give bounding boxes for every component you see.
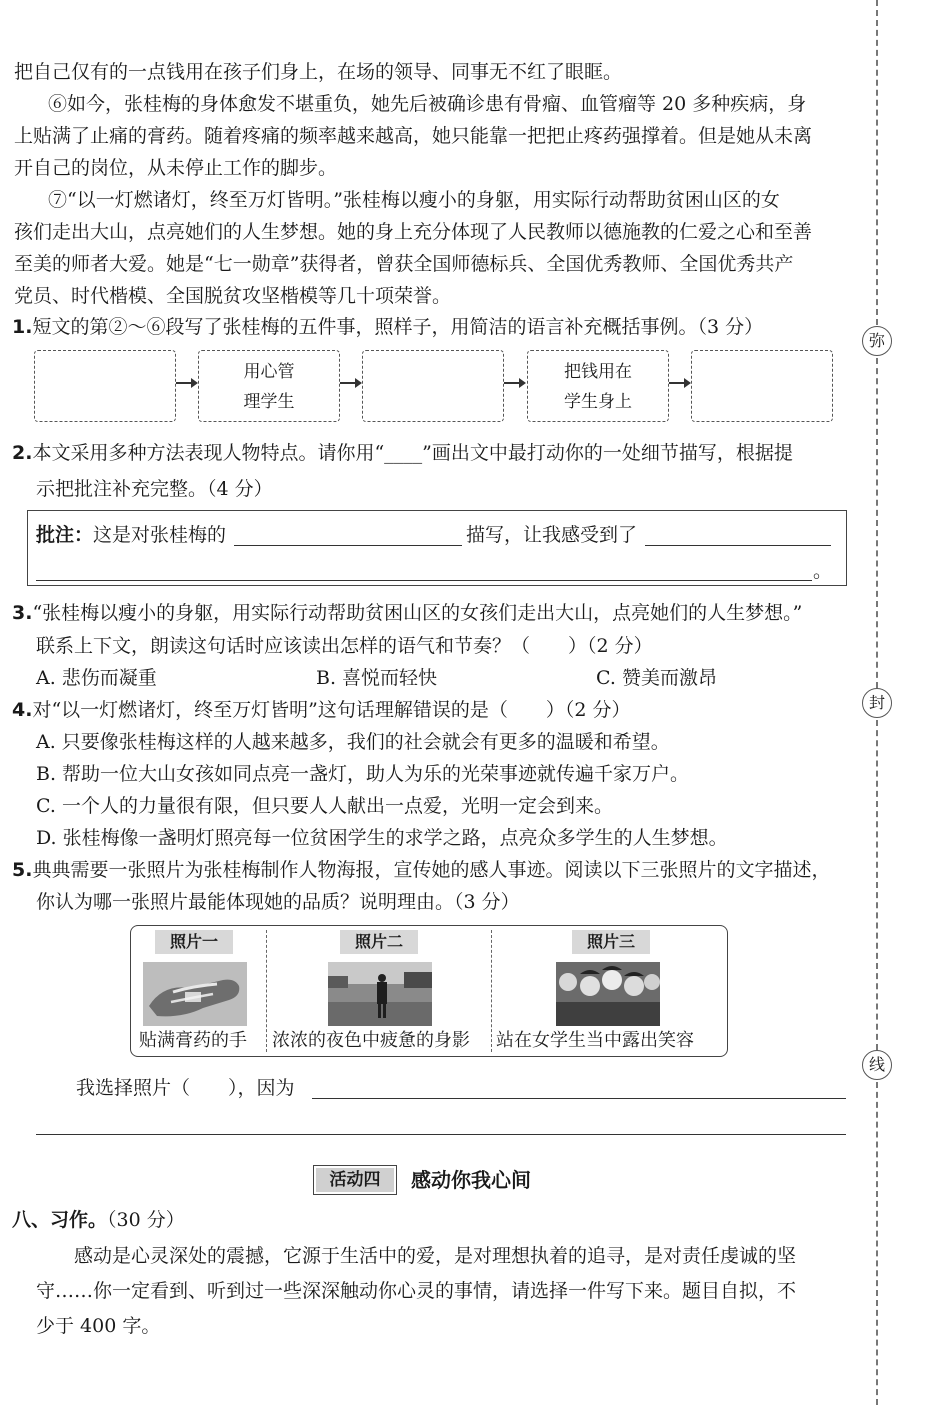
q5-photo-1-caption: 贴满膏药的手 — [139, 1030, 247, 1051]
q5-photo-3-group-image[interactable] — [556, 962, 660, 1026]
q1-box-2-line1: 用心管 — [243, 362, 295, 382]
essay-prompt-line1: 感动是心灵深处的震撼，它源于生活中的爱，是对理想执着的追寻，是对责任虔诚的坚 — [74, 1245, 797, 1267]
seal-mi: 弥 — [862, 326, 892, 356]
q2-prompt-line1 — [12, 440, 793, 466]
activity-title: 感动你我心间 — [411, 1168, 531, 1192]
passage-p6-line1: ⑥如今，张桂梅的身体愈发不堪重负，她先后被确诊患有骨瘤、血管瘤等 20 多种疾病，身 — [48, 93, 807, 115]
q1-prompt — [12, 314, 763, 340]
q2-annotation-text-a: 这是对张桂梅的 — [93, 524, 227, 546]
q5-photo-separator-1 — [266, 930, 267, 1052]
q4-number: 4. — [12, 699, 33, 721]
q3-option-b[interactable]: B. 喜悦而轻快 — [316, 667, 438, 689]
q1-arrow-4 — [669, 382, 689, 384]
q1-box-4-line2: 学生身上 — [564, 392, 632, 412]
binding-line-mid2 — [876, 720, 878, 1050]
q3-text-1: “张桂梅以瘦小的身躯，用实际行动帮助贫困山区的女孩们走出大山，点亮她们的人生梦想。” — [32, 602, 803, 624]
q2-blank-feeling-1[interactable] — [645, 545, 831, 546]
q1-box-2 — [198, 350, 340, 422]
q5-photo-2-tag: 照片二 — [340, 930, 418, 954]
essay-prompt-line3: 少于 400 字。 — [36, 1315, 161, 1337]
q1-box-2-line2: 理学生 — [243, 392, 295, 412]
q2-number: 2. — [12, 442, 33, 464]
q5-answer-line-2[interactable] — [36, 1134, 846, 1135]
q1-box-5[interactable] — [691, 350, 833, 422]
q4-prompt — [12, 697, 631, 723]
binding-line-bottom — [876, 1082, 878, 1405]
q4-text: 对“以一灯燃诸灯，终至万灯皆明”这句话理解错误的是（ ）（2 分） — [32, 699, 631, 721]
q3-prompt-line2: 联系上下文，朗读这句话时应该读出怎样的语气和节奏？（ ）（2 分） — [36, 635, 653, 657]
passage-p6-line2: 上贴满了止痛的膏药。随着疼痛的频率越来越高，她只能靠一把把止疼药强撑着。但是她从未离 — [14, 125, 813, 147]
q5-answer-line-1[interactable] — [312, 1098, 846, 1099]
passage-p5-tail: 把自己仅有的一点钱用在孩子们身上，在场的领导、同事无不红了眼眶。 — [14, 61, 623, 83]
essay-score: （30 分） — [107, 1209, 185, 1231]
q5-photo-3-tag: 照片三 — [572, 930, 650, 954]
q1-box-4 — [527, 350, 669, 422]
q5-photo-2-figure-image[interactable] — [328, 962, 432, 1026]
q1-arrow-3 — [504, 382, 524, 384]
q2-blank-feeling-2[interactable] — [36, 580, 812, 581]
activity-tag: 活动四 — [316, 1168, 394, 1192]
q2-blank-method[interactable] — [234, 545, 462, 546]
q4-option-b[interactable]: B. 帮助一位大山女孩如同点亮一盏灯，助人为乐的光荣事迹就传遍千家万户。 — [36, 763, 690, 785]
q2-text-1: 本文采用多种方法表现人物特点。请你用“____”画出文中最打动你的一处细节描写，根据提 — [32, 442, 793, 464]
q1-number: 1. — [12, 316, 33, 338]
binding-line-top — [876, 0, 878, 325]
q4-option-d[interactable]: D. 张桂梅像一盏明灯照亮每一位贫困学生的求学之路，点亮众多学生的人生梦想。 — [36, 827, 728, 849]
q4-option-a[interactable]: A. 只要像张桂梅这样的人越来越多，我们的社会就会有更多的温暖和希望。 — [36, 731, 670, 753]
q5-prompt-line2: 你认为哪一张照片最能体现她的品质？说明理由。（3 分） — [36, 891, 520, 913]
q5-photo-separator-2 — [491, 930, 492, 1052]
q1-arrow-2 — [340, 382, 360, 384]
q3-option-c[interactable]: C. 赞美而激昂 — [596, 667, 717, 689]
q5-photo-2-caption: 浓浓的夜色中疲惫的身影 — [272, 1030, 470, 1051]
passage-p7-line1: ⑦“以一灯燃诸灯，终至万灯皆明。”张桂梅以瘦小的身躯，用实际行动帮助贫困山区的女 — [48, 189, 780, 211]
passage-p7-line4: 党员、时代楷模、全国脱贫攻坚楷模等几十项荣誉。 — [14, 285, 452, 307]
q2-prompt-line2: 示把批注补充完整。（4 分） — [36, 478, 273, 500]
q1-arrow-1 — [176, 382, 196, 384]
q2-annotation-label: 批注： — [36, 524, 94, 546]
q5-answer-label: 我选择照片（ ），因为 — [76, 1077, 295, 1099]
seal-feng: 封 — [862, 688, 892, 718]
essay-heading-line — [12, 1207, 185, 1233]
q5-photo-1-hand-image[interactable] — [143, 962, 247, 1026]
passage-p7-line3: 至美的师者大爱。她是“七一勋章”获得者，曾获全国师德标兵、全国优秀教师、全国优秀共产 — [14, 253, 794, 275]
essay-prompt-line2: 守……你一定看到、听到过一些深深触动你心灵的事情，请选择一件写下来。题目自拟，不 — [36, 1280, 797, 1302]
q2-annotation-end: 。 — [813, 560, 833, 582]
q1-box-4-line1: 把钱用在 — [564, 362, 632, 382]
q2-annotation-text-b: 描写，让我感受到了 — [466, 524, 638, 546]
q5-photo-1-tag: 照片一 — [155, 930, 233, 954]
q5-photo-3-caption: 站在女学生当中露出笑容 — [496, 1030, 694, 1051]
q3-number: 3. — [12, 602, 33, 624]
q1-text: 短文的第②～⑥段写了张桂梅的五件事，照样子，用简洁的语言补充概括事例。（3 分） — [32, 316, 764, 338]
binding-line-mid1 — [876, 358, 878, 688]
activity-tag-box — [313, 1165, 397, 1195]
q5-number: 5. — [12, 859, 33, 881]
seal-xian: 线 — [862, 1050, 892, 1080]
q3-prompt-line1 — [12, 600, 802, 626]
passage-p7-line2: 孩们走出大山，点亮她们的人生梦想。她的身上充分体现了人民教师以德施教的仁爱之心和至善 — [14, 221, 813, 243]
passage-p6-line3: 开自己的岗位，从未停止工作的脚步。 — [14, 157, 338, 179]
q5-prompt-line1 — [12, 857, 830, 883]
q3-option-a[interactable]: A. 悲伤而凝重 — [36, 667, 157, 689]
essay-heading: 八、习作。 — [12, 1209, 108, 1231]
q5-text-1: 典典需要一张照片为张桂梅制作人物海报，宣传她的感人事迹。阅读以下三张照片的文字描述， — [32, 859, 831, 881]
q4-option-c[interactable]: C. 一个人的力量很有限，但只要人人献出一点爱，光明一定会到来。 — [36, 795, 613, 817]
q1-box-1[interactable] — [34, 350, 176, 422]
q1-box-3[interactable] — [362, 350, 504, 422]
